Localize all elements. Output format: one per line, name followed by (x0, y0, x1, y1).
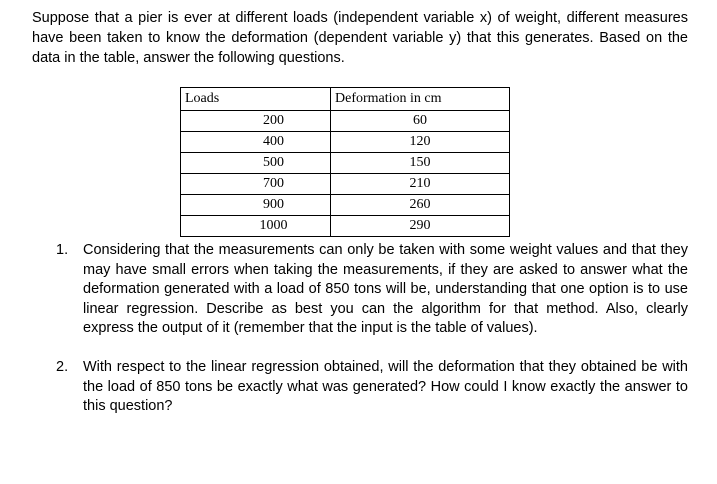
question-text: Considering that the measurements can only be taken with some weight values and that they may have small errors when taking the measurements, if they are asked to answer what the deformation generated with a load of 850 tons will be, understanding that one option is to use linear regression. Describe as best you can the algorithm for that method. Also, clearly express the output of it (remember that the input is the table of values). (83, 242, 688, 337)
question-1 (56, 241, 688, 339)
load-cell: 200 (181, 111, 331, 132)
deformation-cell: 210 (331, 174, 510, 195)
load-cell: 500 (181, 153, 331, 174)
table-row (181, 174, 510, 195)
data-table (180, 87, 510, 237)
table-row (181, 216, 510, 237)
load-cell: 700 (181, 174, 331, 195)
question-number: 1. (56, 242, 69, 258)
deformation-cell: 120 (331, 132, 510, 153)
table-row (181, 153, 510, 174)
table-row (181, 195, 510, 216)
table-header-row (181, 88, 510, 111)
table-row (181, 111, 510, 132)
deformation-cell: 260 (331, 195, 510, 216)
header-loads: Loads (181, 88, 331, 111)
deformation-cell: 60 (331, 111, 510, 132)
load-cell: 900 (181, 195, 331, 216)
table-row (181, 132, 510, 153)
deformation-cell: 290 (331, 216, 510, 237)
question-text: With respect to the linear regression obtained, will the deformation that they obtained be with the load of 850 tons be exactly what was generated? How could I know exactly the answer to this question? (83, 358, 688, 415)
header-deformation: Deformation in cm (331, 88, 510, 111)
intro-paragraph: Suppose that a pier is ever at different loads (independent variable x) of weight, different measures have been taken to know the deformation (dependent variable y) that this generates. Based on the data in the table, answer the following questions. (32, 10, 688, 66)
load-cell: 400 (181, 132, 331, 153)
question-number: 2. (56, 358, 69, 375)
question-2 (56, 358, 688, 417)
questions-list (56, 241, 688, 417)
load-cell: 1000 (181, 216, 331, 237)
deformation-cell: 150 (331, 153, 510, 174)
